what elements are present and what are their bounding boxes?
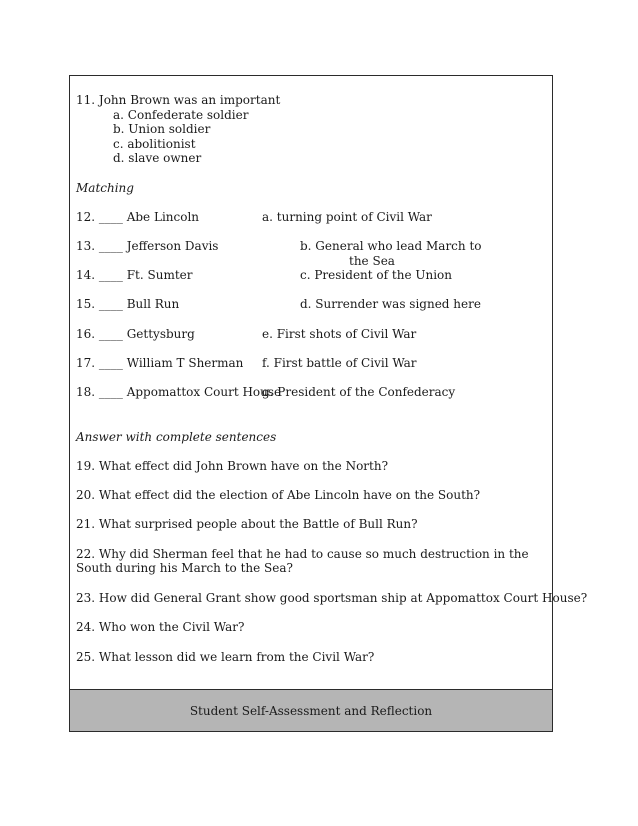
- question-21: 21. What surprised people about the Battle of Bull Run?: [76, 517, 418, 531]
- self-assessment-label: Student Self-Assessment and Reflection: [189, 703, 433, 718]
- matching-item-15: 15. ____ Bull Run: [76, 297, 180, 311]
- matching-answer-b: b. General who lead March to: [300, 239, 482, 253]
- matching-answer-a: a. turning point of Civil War: [262, 210, 432, 224]
- matching-answer-f: f. First battle of Civil War: [262, 356, 417, 370]
- self-assessment-banner: [70, 689, 552, 731]
- q11-option-c: c. abolitionist: [113, 137, 196, 151]
- worksheet-box: [69, 75, 588, 732]
- matching-item-17: 17. ____ William T Sherman: [76, 356, 244, 370]
- matching-item-16: 16. ____ Gettysburg: [76, 327, 195, 341]
- matching-answer-d: d. Surrender was signed here: [300, 297, 481, 311]
- q11-option-a: a. Confederate soldier: [113, 108, 249, 122]
- question-24: 24. Who won the Civil War?: [76, 620, 245, 634]
- matching-answer-e: e. First shots of Civil War: [262, 327, 417, 341]
- matching-answer-b-cont: the Sea: [349, 254, 395, 268]
- matching-item-14: 14. ____ Ft. Sumter: [76, 268, 193, 282]
- question-19: 19. What effect did John Brown have on the North?: [76, 459, 389, 473]
- question-11: 11. John Brown was an important: [76, 93, 281, 107]
- sentences-heading: Answer with complete sentences: [76, 430, 277, 444]
- q11-option-b: b. Union soldier: [113, 122, 211, 136]
- matching-item-13: 13. ____ Jefferson Davis: [76, 239, 219, 253]
- matching-heading: Matching: [76, 181, 134, 195]
- question-22: 22. Why did Sherman feel that he had to cause so much destruction in the South during his March to the Sea?: [76, 547, 529, 575]
- matching-answer-g: g. President of the Confederacy: [262, 385, 456, 399]
- question-25: 25. What lesson did we learn from the Civil War?: [76, 650, 375, 664]
- question-20: 20. What effect did the election of Abe Lincoln have on the South?: [76, 488, 481, 502]
- matching-item-12: 12. ____ Abe Lincoln: [76, 210, 200, 224]
- matching-answer-c: c. President of the Union: [300, 268, 452, 282]
- q11-option-d: d. slave owner: [113, 151, 202, 165]
- question-23: 23. How did General Grant show good sportsman ship at Appomattox Court House?: [76, 591, 588, 605]
- matching-item-18: 18. ____ Appomattox Court House: [76, 385, 282, 399]
